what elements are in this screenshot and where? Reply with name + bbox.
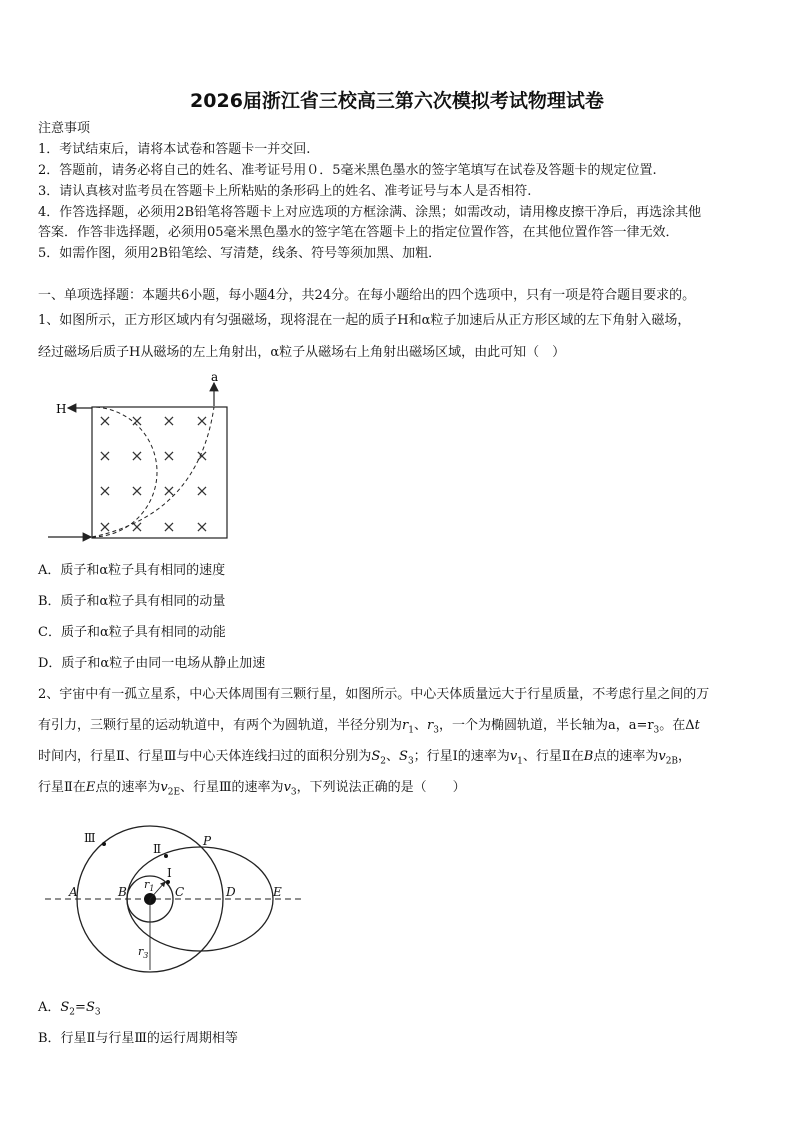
svg-text:Ⅰ: Ⅰ xyxy=(167,866,172,880)
question-1-option-b: B．质子和α粒子具有相同的动量 xyxy=(38,594,226,609)
svg-text:×: × xyxy=(98,517,112,536)
section-heading: 一、单项选择题：本题共6小题，每小题4分，共24分。在每小题给出的四个选项中，只有一项是符合题目要求的。 xyxy=(38,288,696,303)
svg-text:×: × xyxy=(98,411,112,430)
svg-text:r1: $r_1$ xyxy=(144,878,155,893)
notice-item-3: 3．请认真核对监考员在答题卡上所粘贴的条形码上的姓名、准考证号与本人是否相符. xyxy=(38,184,532,199)
svg-text:×: × xyxy=(130,481,144,500)
svg-text:r3: $r_3$ xyxy=(138,945,149,960)
question-1-magnetic-field-figure xyxy=(38,370,238,550)
svg-text:×: × xyxy=(162,517,176,536)
question-2-orbit-figure xyxy=(40,822,310,982)
question-1-option-d: D．质子和α粒子由同一电场从静止加速 xyxy=(38,656,266,671)
svg-text:Ⅱ: Ⅱ xyxy=(153,842,162,856)
page-title: 2026届浙江省三校高三第六次模拟考试物理试卷 xyxy=(190,90,604,112)
question-2-option-b: B．行星Ⅱ与行星Ⅲ的运行周期相等 xyxy=(38,1031,238,1046)
svg-text:A: A xyxy=(69,885,78,899)
svg-text:C: C xyxy=(175,885,185,899)
question-2-stem-line-2: 有引力，三颗行星的运动轨道中，有两个为圆轨道，半径分别为$r_1$、$r_3$，一个为椭圆轨道，半长轴为a，$a=r_3$。在Δt xyxy=(38,718,700,736)
label-a: a xyxy=(211,370,219,384)
svg-text:×: × xyxy=(195,481,209,500)
svg-text:×: × xyxy=(98,481,112,500)
question-2-stem-line-3: 时间内，行星Ⅱ、行星Ⅲ与中心天体连线扫过的面积分别为$S_2$、$S_3$；行星Ⅰ的速率为$v_1$、行星Ⅱ在B点的速率为$v_{2B}$， xyxy=(38,749,692,767)
svg-text:D: D xyxy=(226,885,236,899)
svg-text:×: × xyxy=(130,411,144,430)
question-2-stem-line-1: 2、宇宙中有一孤立星系，中心天体周围有三颗行星，如图所示。中心天体质量远大于行星质量，不考虑行星之间的万 xyxy=(38,687,710,702)
label-h: H xyxy=(56,402,67,416)
svg-text:×: × xyxy=(195,411,209,430)
question-1-option-a: A．质子和α粒子具有相同的速度 xyxy=(38,563,226,578)
svg-text:B: B xyxy=(118,885,127,899)
notice-item-5: 5．如需作图，须用2B铅笔绘、写清楚，线条、符号等须加黑、加粗． xyxy=(38,246,442,261)
svg-text:E: E xyxy=(273,885,282,899)
notice-heading: 注意事项 xyxy=(38,121,91,136)
question-1-option-c: C．质子和α粒子具有相同的动能 xyxy=(38,625,226,640)
svg-text:P: P xyxy=(203,834,212,848)
svg-text:×: × xyxy=(162,446,176,465)
question-2-stem-line-4: 行星Ⅱ在E点的速率为$v_{2E}$、行星Ⅲ的速率为$v_3$，下列说法正确的是（ ） xyxy=(38,780,466,798)
notice-item-1: 1．考试结束后，请将本试卷和答题卡一并交回. xyxy=(38,142,311,157)
svg-text:×: × xyxy=(98,446,112,465)
notice-item-2: 2．答题前，请务必将自己的姓名、准考证号用０．5毫米黑色墨水的签字笔填写在试卷及答题卡的规定位置. xyxy=(38,163,657,178)
question-1-stem-line-2: 经过磁场后质子H从磁场的左上角射出，α粒子从磁场右上角射出磁场区域，由此可知（ ） xyxy=(38,345,566,360)
svg-text:×: × xyxy=(130,517,144,536)
svg-text:×: × xyxy=(162,481,176,500)
field-crosses xyxy=(98,411,208,536)
svg-text:×: × xyxy=(130,446,144,465)
question-2-option-a: A．$S_2=S_3$ xyxy=(38,1000,101,1018)
svg-text:×: × xyxy=(195,446,209,465)
notice-item-4-cont: 答案．作答非选择题，必须用05毫米黑色墨水的签字笔在答题卡上的指定位置作答，在其他位置作答一律无效． xyxy=(38,225,679,240)
svg-text:×: × xyxy=(162,411,176,430)
question-1-stem-line-1: 1、如图所示，正方形区域内有匀强磁场，现将混在一起的质子H和α粒子加速后从正方形区域的左下角射入磁场， xyxy=(38,313,691,328)
svg-text:×: × xyxy=(195,517,209,536)
notice-item-4: 4．作答选择题，必须用2B铅笔将答题卡上对应选项的方框涂满、涂黑；如需改动，请用橡皮擦干净后，再选涂其他 xyxy=(38,205,702,220)
svg-text:Ⅲ: Ⅲ xyxy=(84,831,96,845)
